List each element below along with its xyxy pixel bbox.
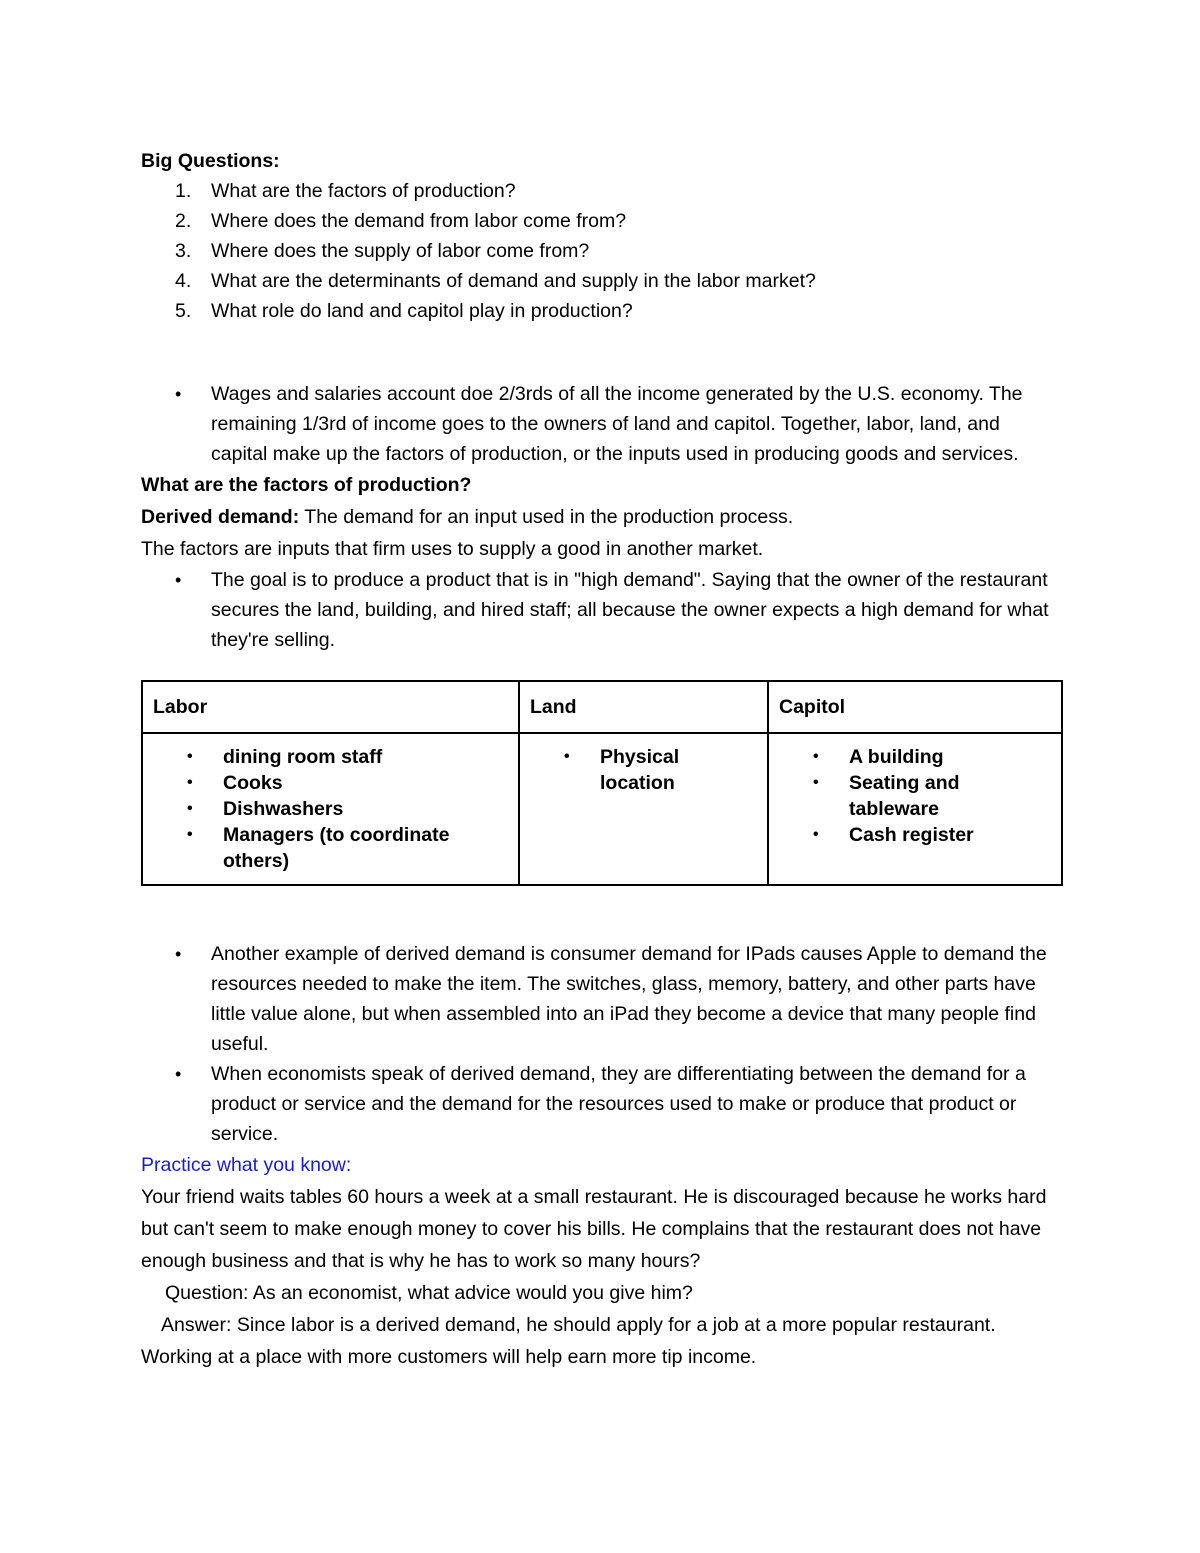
list-item: 2. Where does the demand from labor come from? xyxy=(175,210,627,232)
factors-sentence: The factors are inputs that firm uses to supply a good in another market. xyxy=(141,538,764,560)
table-header-row xyxy=(142,681,1062,733)
labor-cell xyxy=(142,733,519,885)
bullet-icon: • xyxy=(813,774,819,791)
big-questions-list xyxy=(141,176,1061,326)
practice-heading: Practice what you know: xyxy=(141,1154,352,1176)
header-capitol: Capitol xyxy=(768,681,1062,733)
factors-heading: What are the factors of production? xyxy=(141,474,472,496)
big-questions-heading: Big Questions: xyxy=(141,150,280,172)
list-item: 4. What are the determinants of demand and supply in the labor market? xyxy=(175,270,816,292)
list-item: • dining room staff xyxy=(187,746,383,768)
list-item: • The goal is to produce a product that is in "high demand". Saying that the owner of the restaurant secures the land, building, and hired staff; all because the owner expects a high demand for what they're selling. xyxy=(141,565,1061,655)
list-item: 1. What are the factors of production? xyxy=(175,180,516,202)
practice-answer: Answer: Since labor is a derived demand, he should apply for a job at a more popular restaurant. Working at a place with more customers will help earn more tip income. xyxy=(141,1314,996,1368)
bullet-icon: • xyxy=(564,748,570,765)
factors-table xyxy=(141,680,1063,886)
bullet-icon: • xyxy=(813,826,819,843)
list-item: • Physical location xyxy=(564,746,680,794)
bullet-icon: • xyxy=(175,944,182,964)
list-item: • Cash register xyxy=(813,824,974,846)
bullet-icon: • xyxy=(187,774,193,791)
goal-bullet-list xyxy=(141,565,1061,655)
list-item: • When economists speak of derived demand, they are differentiating between the demand for a product or service and the demand for the resources used to make or produce that product or service. xyxy=(141,1059,1061,1149)
table-row xyxy=(142,733,1062,885)
list-item: • Dishwashers xyxy=(187,798,344,820)
list-item: 3. Where does the supply of labor come from? xyxy=(175,240,590,262)
example-bullet-list xyxy=(141,939,1061,1149)
document-body xyxy=(141,146,1061,1373)
bullet-icon: • xyxy=(187,800,193,817)
list-item: • Managers (to coordinate others) xyxy=(187,824,450,872)
derived-demand-definition: Derived demand: The demand for an input used in the production process. xyxy=(141,506,794,528)
header-land: Land xyxy=(519,681,768,733)
list-item: • Cooks xyxy=(187,772,283,794)
list-item: • Wages and salaries account doe 2/3rds of all the income generated by the U.S. economy. The remaining 1/3rd of income goes to the owners of land and capitol. Together, labor, land, and capital make up the factors of production, or the inputs used in producing goods and services. xyxy=(141,379,1061,469)
capitol-cell xyxy=(768,733,1062,885)
bullet-icon: • xyxy=(175,384,182,404)
intro-bullet-list xyxy=(141,379,1061,469)
practice-question: Question: As an economist, what advice would you give him? xyxy=(165,1282,693,1304)
list-item: 5. What role do land and capitol play in production? xyxy=(175,300,633,322)
practice-scenario: Your friend waits tables 60 hours a week at a small restaurant. He is discouraged because he works hard but can't seem to make enough money to cover his bills. He complains that the restaurant does not have enough business and that is why he has to work so many hours? xyxy=(141,1186,1047,1272)
list-item: • A building xyxy=(813,746,944,768)
bullet-icon: • xyxy=(175,1064,182,1084)
list-item: • Another example of derived demand is consumer demand for IPads causes Apple to demand the resources needed to make the item. The switches, glass, memory, battery, and other parts have little value alone, but when assembled into an iPad they become a device that many people find useful. xyxy=(141,939,1061,1059)
bullet-icon: • xyxy=(813,748,819,765)
bullet-icon: • xyxy=(187,826,193,843)
list-item: • Seating and tableware xyxy=(813,772,960,820)
land-cell xyxy=(519,733,768,885)
header-labor: Labor xyxy=(142,681,519,733)
bullet-icon: • xyxy=(175,570,182,590)
bullet-icon: • xyxy=(187,748,193,765)
